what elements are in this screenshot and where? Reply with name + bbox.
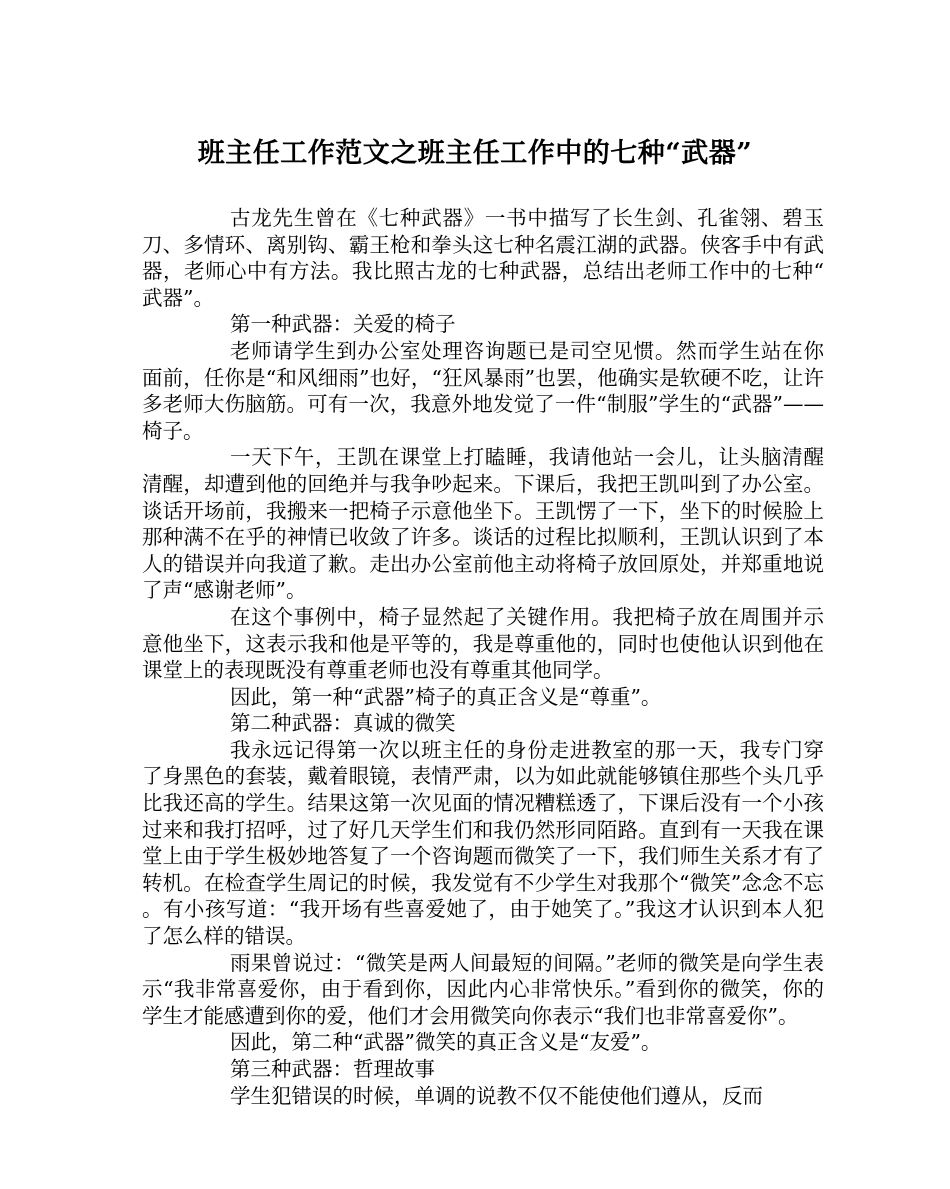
- paragraph: 老师请学生到办公室处理咨询题已是司空见惯。然而学生站在你面前，任你是“和风细雨”也好，“狂风暴雨”也罢，他确实是软硬不吃，让许多老师大伤脑筋。可有一次，我意外地发觉了一件“制服”学生的“武器”——椅子。: [142, 338, 824, 443]
- paragraph: 学生犯错误的时候，单调的说教不仅不能使他们遵从，反而: [230, 1083, 763, 1108]
- document-body: [142, 205, 824, 1109]
- paragraph: 在这个事例中，椅子显然起了关键作用。我把椅子放在周围并示意他坐下，这表示我和他是平等的，我是尊重他的，同时也使他认识到他在课堂上的表现既没有尊重老师也没有尊重其他同学。: [142, 604, 824, 683]
- paragraph: 我永远记得第一次以班主任的身份走进教室的那一天，我专门穿了身黑色的套装，戴着眼镜，表情严肃，以为如此就能够镇住那些个头几乎比我还高的学生。结果这第一次见面的情况糟糕透了，下课后没有一个小孩过来和我打招呼，过了好几天学生们和我仍然形同陌路。直到有一天我在课堂上由于学生极妙地答复了一个咨询题而微笑了一下，我们师生关系才有了转机。在检查学生周记的时候，我发觉有不少学生对我那个“微笑”念念不忘。有小孩写道：“我开场有些喜爱她了，由于她笑了。”我这才认识到本人犯了怎么样的错误。: [142, 737, 824, 949]
- document-title: 班主任工作范文之班主任工作中的七种“武器”: [197, 138, 753, 169]
- paragraph-conclusion: 因此，第二种“武器”微笑的真正含义是“友爱”。: [230, 1030, 662, 1055]
- section-heading-chair: 第一种武器：关爱的椅子: [230, 312, 456, 337]
- paragraph-conclusion: 因此，第一种“武器”椅子的真正含义是“尊重”。: [230, 684, 662, 709]
- section-heading-smile: 第二种武器：真诚的微笑: [230, 711, 456, 736]
- paragraph: 一天下午，王凯在课堂上打瞌睡，我请他站一会儿，让头脑清醒清醒，却遭到他的回绝并与我争吵起来。下课后，我把王凯叫到了办公室。谈话开场前，我搬来一把椅子示意他坐下。王凯愣了一下，坐下的时候脸上那种满不在乎的神情已收敛了许多。谈话的过程比拟顺利，王凯认识到了本人的错误并向我道了歉。走出办公室前他主动将椅子放回原处，并郑重地说了声“感谢老师”。: [142, 445, 824, 603]
- paragraph: 雨果曾说过：“微笑是两人间最短的间隔。”老师的微笑是向学生表示“我非常喜爱你，由于看到你，因此内心非常快乐。”看到你的微笑，你的学生才能感遭到你的爱，他们才会用微笑向你表示“我们也非常喜爱你”。: [142, 950, 824, 1028]
- paragraph-intro: 古龙先生曾在《七种武器》一书中描写了长生剑、孔雀翎、碧玉刀、多情环、离别钩、霸王枪和拳头这七种名震江湖的武器。侠客手中有武器，老师心中有方法。我比照古龙的七种武器，总结出老师工作中的七种“武器”。: [142, 206, 824, 310]
- section-heading-story: 第三种武器：哲理故事: [230, 1057, 435, 1081]
